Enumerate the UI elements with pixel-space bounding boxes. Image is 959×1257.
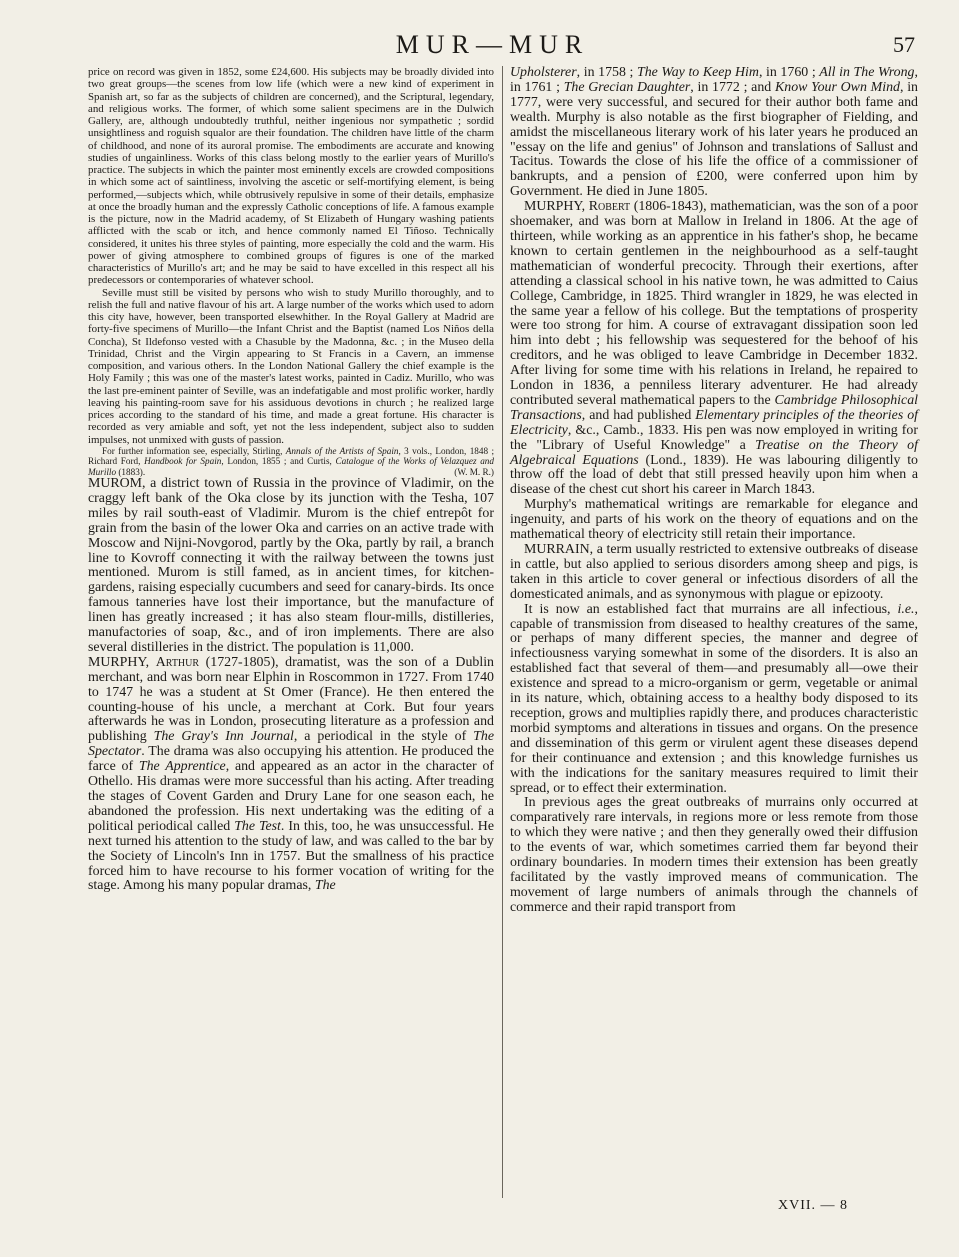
entry-headword: MURPHY, — [88, 654, 150, 670]
running-title: MUR—MUR — [395, 30, 590, 59]
entry-headword: MUROM, — [88, 475, 146, 491]
paragraph: In previous ages the great outbreaks of murrains only occurred at comparatively rare intervals, in regions more or less remote from those to which they were native ; and then they generally owed their diffusion to the events of war, which sometimes carried them far beyond their ordinary boundaries. In modern times their extension has been greatly facilitated by the vastly improved means of communication. The movement of large numbers of animals through the channels of commerce and their rapid transport from — [510, 795, 918, 915]
column-divider — [502, 66, 503, 1198]
page-number: 57 — [893, 32, 915, 57]
murphy-arthur-continuation: Upholsterer, in 1758 ; The Way to Keep Him, in 1760 ; All in The Wrong, in 1761 ; The Grecian Daughter, in 1772 ; and Know Your Own Mind, in 1777, were very successful, and secured for their author both fame and wealth. Murphy is also notable as the first biographer of Fielding, and amidst the miscellaneous literary work of his later years he produced an "essay on the life and genius" of Johnson and translations of Sallust and Tacitus. Towards the close of his life the office of a commissioner of bankrupts, and a pension of £200, were conferred upon him by Government. He died in June 1805. — [510, 65, 918, 200]
entries-left — [88, 477, 494, 894]
volume-signature: XVII. — 8 — [778, 1198, 849, 1213]
entry-headword: MURRAIN, — [524, 542, 594, 557]
author-initials: (W. M. R.) — [454, 466, 494, 477]
paragraph: Murphy's mathematical writings are remarkable for elegance and ingenuity, and parts of his work on the theory of equations and on the mathematical theory of electricity still retain their importance. — [510, 497, 918, 543]
page-header — [70, 26, 915, 66]
paragraph: Seville must still be visited by persons who wish to study Murillo thoroughly, and to relish the full and native flavour of his art. A large number of the works which used to adorn this city have, however, been transported elsewhither. In the Royal Gallery at Madrid are forty-five specimens of Murillo—the Infant Christ and the Baptist (named Los Niños della Concha), St Ildefonso vested with a Chasuble by the Madonna, &c. ; in the Museo della Trinidad, Christ and the Virgin appearing to St Francis in a Cavern, an immense composition, and various others. In the London National Gallery the chief example is the Holy Family ; this was one of the master's latest works, painted in Cadiz. Murillo, who was the last pre-eminent painter of Seville, was an indefatigable and most prolific worker, hardly leaving his painting-room save for his assiduous devotions in church ; he realized large prices according to the standard of his time, and made a great fortune. His character is recorded as very amiable and soft, yet not the less independent, subject also to sudden impulses, not unmixed with gusts of passion. — [88, 286, 494, 446]
murillo-continuation — [88, 66, 494, 446]
entry-murom: MUROM, a district town of Russia in the province of Vladimir, on the craggy left bank of the Oka close by its junction with the Tesha, 107 miles by rail south-east of Vladimir. Murom is the chief entrepôt for grain from the basin of the lower Oka and carries on an active trade with Moscow and Nijni-Novgorod, partly by the Oka, partly by rail, a branch line to Kovroff connecting it with the railway between the towns just mentioned. Murom is still famed, as in ancient times, for kitchen-gardens, raising especially cucumbers and seed for canary-birds. Its once famous tanneries have lost their importance, but the manufacture of linen has greatly increased ; it has also steam flour-mills, distilleries, manufactories of soap, &c., and of iron implements. There are also several distilleries in the district. The population is 11,000. — [88, 475, 494, 655]
entry-murphy-arthur: MURPHY, Arthur (1727-1805), dramatist, was the son of a Dublin merchant, and was born near Elphin in Roscommon in 1727. From 1740 to 1747 he was a student at St Omer (France). He then entered the counting-house of his uncle, a merchant at Cork. But four years afterwards he was in London, prosecuting literature as a profession and publishing The Gray's Inn Journal, a periodical in the style of The Spectator. The drama was also occupying his attention. He produced the farce of The Apprentice, and appeared as an actor in the character of Othello. His dramas were more successful than his acting. After treading the stages of Covent Garden and Drury Lane for one season each, he abandoned the profession. His next undertaking was the editing of a political periodical called The Test. In this, too, he was unsuccessful. He next turned his attention to the study of law, and was called to the bar by the Society of Lincoln's Inn in 1757. But the smallness of his practice forced him to have recourse to his former vocation of writing for the stage. Among his many popular dramas, The — [88, 654, 495, 894]
paragraph: It is now an established fact that murrains are all infectious, i.e., capable of transmission from diseased to healthy creatures of the same, or perhaps of many different species, the manner and degree of infectiousness varying somewhat in some of the disorders. It is also an established fact that several of them—and presumably all—owe their existence and spread to a micro-organism or germ, vegetable or animal in its nature, which, obtaining access to a healthy body disposed to its reception, grows and multiplies rapidly there, and produces characteristic morbid symptoms and alterations in tissues and organs. On the presence and dissemination of this germ or virulent agent these diseases depend for their continuance and extension ; and this knowledge furnishes us with the indications for the sanitary measures required to limit their spread, or to effect their extermination. — [510, 601, 918, 796]
entry-headword: MURPHY, — [524, 199, 586, 215]
left-column — [88, 66, 494, 894]
entry-murphy-robert: MURPHY, Robert (1806-1843), mathematician, was the son of a poor shoemaker, and was born at Mallow in Ireland in 1806. At the age of thirteen, while working as an apprentice in his father's shop, he became known to certain gentlemen in the neighbourhood as a self-taught mathematician of wonderful precocity. Through their exertions, after attending a classical school in his native town, he was admitted to Caius College, Cambridge, in 1825. Third wrangler in 1829, he was elected in the same year a fellow of his college. But the temptations of prosperity were too strong for him. A course of extravagant dissipation soon led him into debt ; his fellowship was sequestered for the behoof of his creditors, and he was obliged to leave Cambridge in December 1832. After living for some time with his relations in Ireland, he repaired to London in 1836, a penniless literary adventurer. He had already contributed several mathematical papers to the Cambridge Philosophical Transactions, and had published Elementary principles of the theories of Electricity, &c., Camb., 1833. His pen was now employed in writing for the "Library of Useful Knowledge" a Treatise on the Theory of Algebraical Equations (Lond., 1839). He was labouring diligently to throw off the load of debt that still pressed heavily upon him when a disease of the chest cut short his career in March 1843. — [510, 199, 918, 498]
paragraph: price on record was given in 1852, some £24,600. His subjects may be broadly divided into two great groups—the scenes from low life (which were a new kind of experiment in Spanish art, so far as the subjects of children are concerned), and the Scriptural, legendary, and religious works. The former, of which some salient specimens are in the Dulwich Gallery, are, although undoubtedly truthful, neither ingenious nor sympathetic ; sordid unsightliness and roguish squalor are their foundation. The children have little of the charm of childhood, and none of its auroral promise. The embodiments are accurate and knowing studies of ungainliness. Works of this class belong mostly to the earlier years of Murillo's practice. The subjects in which the painter most eminently excels are crowded compositions in which some act of saintliness, involving the ascetic or self-mortifying element, is being performed,—subjects which, while obtrusively repulsive in some of their details, emphasize at once the broadly human and the expressly Catholic conceptions of life. A famous example is the picture, now in the Madrid academy, of St Elizabeth of Hungary washing patients afflicted with the scab or itch, and hence commonly named El Tiñoso. Technically considered, it unites his three styles of painting, more especially the cold and the warm. His power of giving atmosphere to combined groups of figures is one of the marked characteristics of Murillo's art; and he may be said to have excelled in this respect all his predecessors or contemporaries of whatever school. — [88, 66, 494, 287]
right-column — [510, 66, 918, 916]
footnote: For further information see, especially, Stirling, Annals of the Artists of Spain, 3 vols., London, 1848 ; Richard Ford, Handbook for Spain, London, 1855 ; and Curtis, Catalogue of the Works of Velazquez and Murillo (1883). (W. M. R.) — [88, 445, 495, 477]
entry-murrain: MURRAIN, a term usually restricted to extensive outbreaks of disease in cattle, but also applied to serious disorders among sheep and pigs, is taken in this article to cover general or infectious disorders of all the domesticated animals, and as synonymous with plague or epizooty. — [510, 542, 918, 602]
